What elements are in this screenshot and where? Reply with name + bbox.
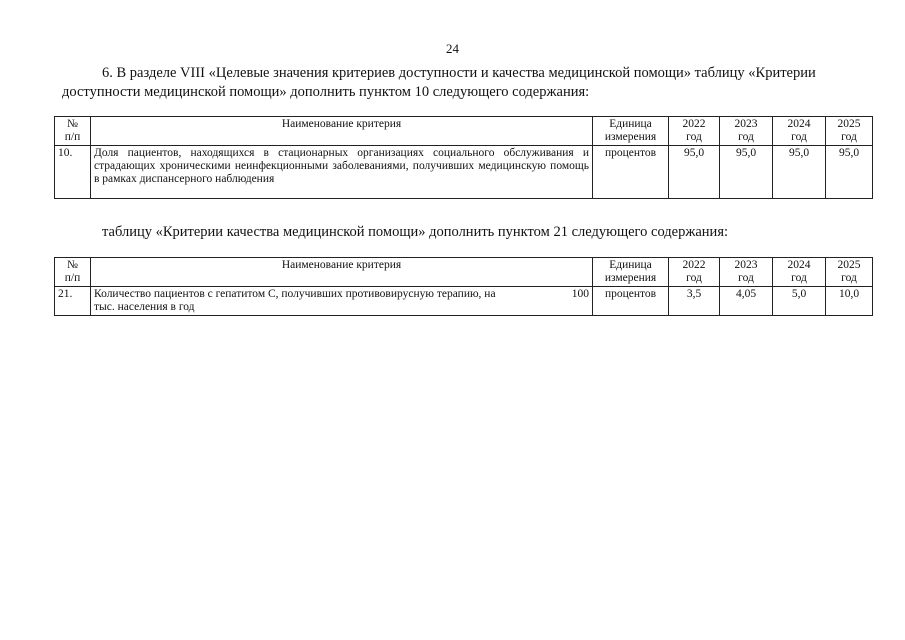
col-header-num: № п/п [55,258,91,287]
page-number: 24 [446,41,459,56]
row-num: 10. [55,146,91,199]
quality-criteria-table [54,257,873,316]
row-value-2025: 10,0 [826,287,873,316]
col-header-2024: 2024 год [773,117,826,146]
row-criterion-name [91,287,593,316]
row-value-2022: 3,5 [669,287,720,316]
row-criterion-name-part1: Количество пациентов с гепатитом С, получивших противовирусную терапию, на [94,288,496,300]
row-value-2023: 95,0 [720,146,773,199]
row-num: 21. [55,287,91,316]
row-value-2022: 95,0 [669,146,720,199]
col-header-unit: Единица измерения [593,117,669,146]
table-header-row [55,258,873,287]
row-value-2024: 95,0 [773,146,826,199]
row-value-2023: 4,05 [720,287,773,316]
row-value-2024: 5,0 [773,287,826,316]
table-row [55,287,873,316]
col-header-name: Наименование критерия [91,258,593,287]
accessibility-criteria-table [54,116,873,199]
col-header-unit: Единица измерения [593,258,669,287]
col-header-2023: 2023 год [720,258,773,287]
row-unit: процентов [593,287,669,316]
col-header-name: Наименование критерия [91,117,593,146]
col-header-2025: 2025 год [826,117,873,146]
col-header-2025: 2025 год [826,258,873,287]
row-criterion-name-part2: 100 [571,288,589,300]
table-header-row [55,117,873,146]
paragraph-intro: 6. В разделе VIII «Целевые значения критериев доступности и качества медицинской помощи» таблицу «Критерии доступности медицинской помощи» дополнить пунктом 10 следующего содержания: [62,65,816,100]
col-header-2024: 2024 год [773,258,826,287]
row-criterion-name: Доля пациентов, находящихся в стационарных организациях социального обслуживания и страдающих хроническими неинфекционными заболеваниями, получивших медицинскую помощь в рамках диспансерного наблюдения [91,146,593,199]
col-header-2023: 2023 год [720,117,773,146]
row-value-2025: 95,0 [826,146,873,199]
paragraph-quality: таблицу «Критерии качества медицинской помощи» дополнить пунктом 21 следующего содержания: [102,224,729,240]
col-header-2022: 2022 год [669,117,720,146]
row-criterion-name-part3: тыс. населения в год [94,301,195,313]
col-header-num: № п/п [55,117,91,146]
row-unit: процентов [593,146,669,199]
col-header-2022: 2022 год [669,258,720,287]
table-row [55,146,873,199]
